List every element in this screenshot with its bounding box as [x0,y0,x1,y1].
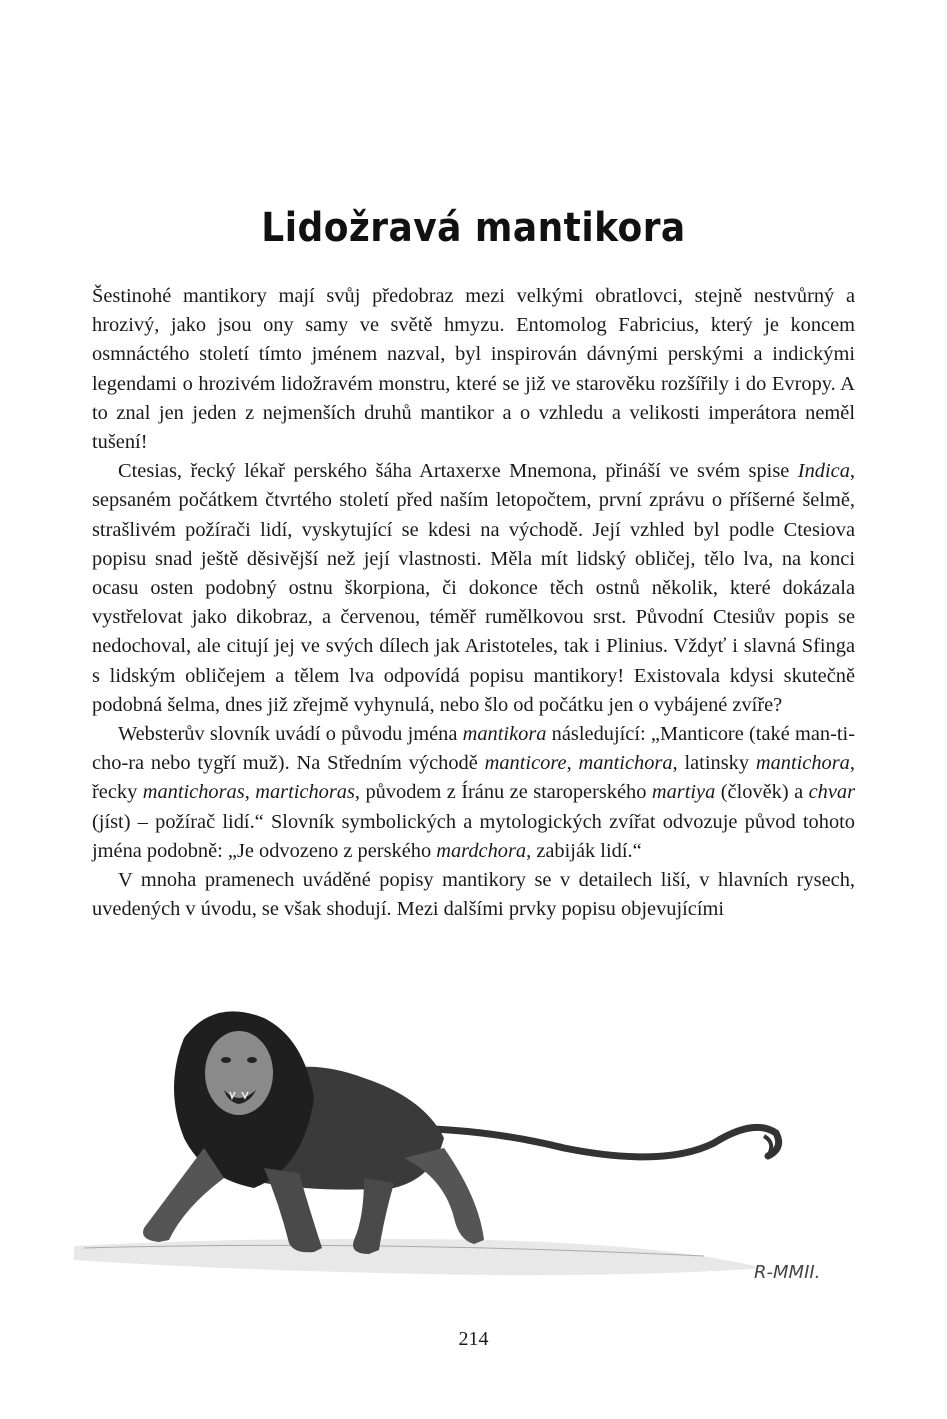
italic-term: mantichora [755,752,850,775]
paragraph [92,720,855,866]
paragraph [92,866,855,924]
italic-term: mardchora [436,839,527,862]
italic-term: martiya [651,781,716,804]
text-body [92,282,855,924]
text-segment: Šestinohé mantikory mají svůj předobraz mezi velkými obratlovci, stejně nestvůrný a hrozivý, jako jsou ony samy ve světě hmyzu. Entomolog Fabricius, který je koncem osmnáctého století tímto jménem nazval, byl inspirován dávnými perskými a indickými legendami o hrozivém lidožravém monstru, které se již ve starověku rozšířily i do Evropy. A to znal jen jeden z nejmenších druhů mantikor a o vzhledu a velikosti imperátora neměl tušení! [92,285,855,454]
paragraph [92,282,855,457]
text-segment: (člověk) a [715,781,809,804]
italic-term: Indica [797,460,850,483]
italic-term: mantikora [462,723,547,746]
manticore-tail [394,1127,779,1157]
page-title: Lidožravá mantikora [261,204,686,251]
manticore-illustration [64,978,854,1306]
paragraph [92,457,855,720]
italic-term: martichoras [255,781,355,804]
text-segment: Ctesias, řecký lékař perského šáha Artaxerxe Mnemona, přináší ve svém spise [118,460,798,483]
page-number: 214 [458,1328,489,1350]
text-segment: , [566,752,579,775]
italic-term: mantichoras [142,781,245,804]
italic-term: chvar [808,781,856,804]
text-segment: , sepsaném počátkem čtvrtého století před naším letopočtem, první zprávu o příšerné šelmě, strašlivém požírači lidí, vyskytující se kdesi na východě. Její vzhled byl podle Ctesiova popisu snad ještě děsivější než její vlastnosti. Měla mít lidský obličej, tělo lva, na konci ocasu osten podobný ostnu škorpiona, či dokonce těch ostnů několik, které dokázala vystřelovat jako dikobraz, a červenou, téměř rumělkovou srst. Původní Ctesiův popis se nedochoval, ale citují jej ve svých dílech jak Aristoteles, tak i Plinius. Vždyť i slavná Sfinga s lidským obličejem a tělem lva odpovídá popisu mantikory! Existovala kdysi skutečně podobná šelma, dnes již zřejmě vyhynulá, nebo šlo od počátku jen o vybájené zvíře? [92,460,855,716]
text-segment: (jíst) – požírač lidí.“ Slovník symbolických a mytologických zvířat odvozuje původ tohoto jména podobně: „Je odvozeno z perského [92,810,855,862]
text-segment: , zabiják lidí.“ [526,839,642,862]
ground-shadow [74,1239,764,1275]
italic-term: manticore [484,752,567,775]
italic-term: mantichora [578,752,673,775]
manticore-hind-leg-right [404,1148,484,1244]
text-segment: , původem z Íránu ze staroperského [354,781,652,804]
manticore-front-leg-left [143,1148,224,1242]
text-segment: , řecky [92,752,855,804]
text-segment: V mnoha pramenech uváděné popisy mantikory se v detailech liší, v hlavních rysech, uvedených v úvodu, se však shodují. Mezi dalšími prvky popisu objevujícími [92,869,855,921]
text-segment: , [244,781,256,804]
illustration-signature: R-MMII. [754,1262,821,1283]
text-segment: Websterův slovník uvádí o původu jména [118,723,463,746]
text-segment: následující: „Manticore (také man-ti-cho-ra nebo tygří muž). Na Středním východě [92,723,855,775]
text-segment: , latinsky [672,752,756,775]
